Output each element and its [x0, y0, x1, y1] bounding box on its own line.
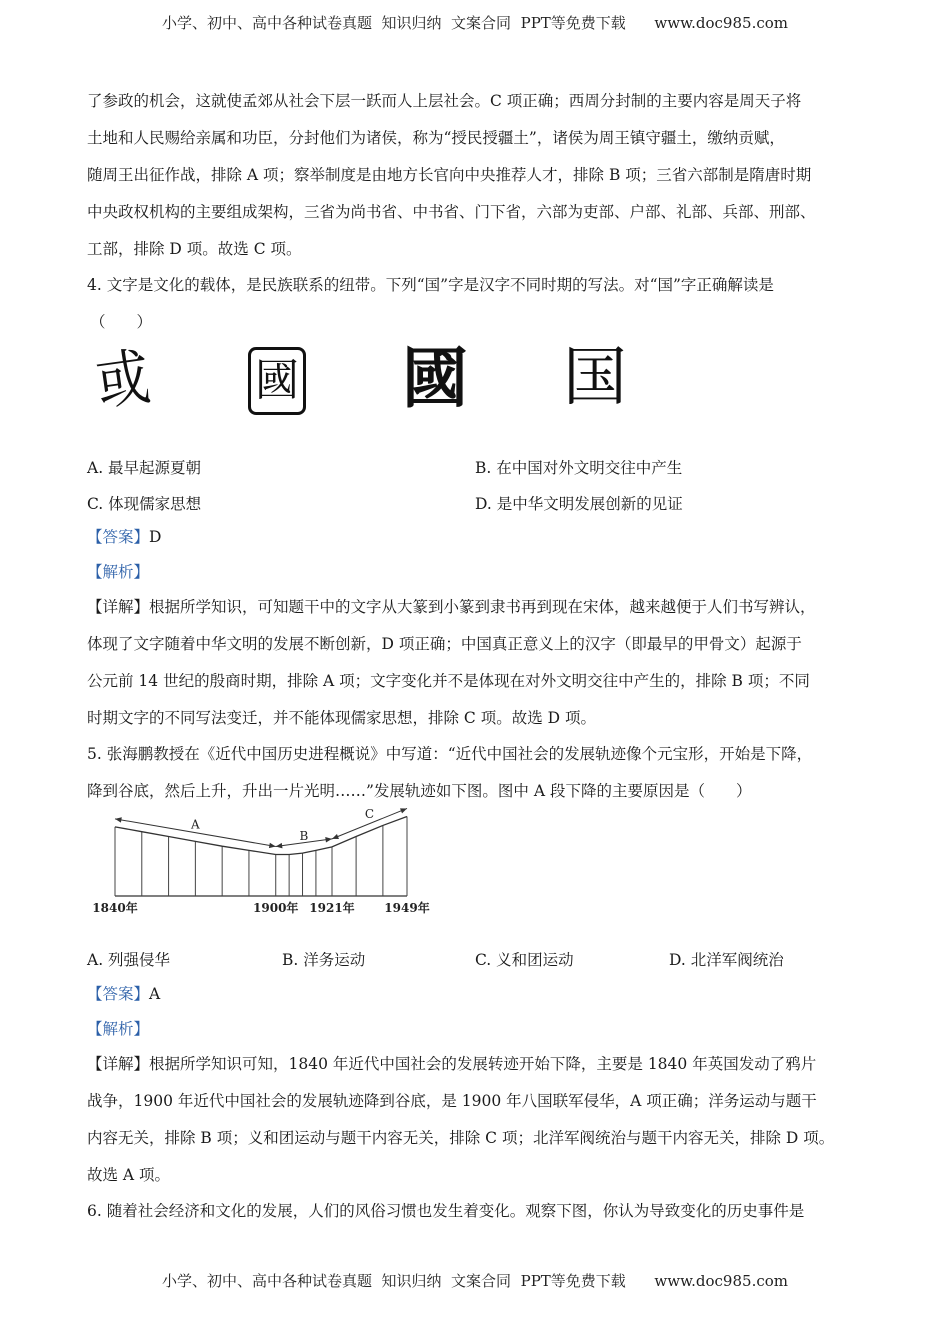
- q4-answer: D: [149, 528, 162, 546]
- chart-arrowhead: [269, 843, 276, 848]
- q4-stem: 4. 文字是文化的载体，是民族联系的纽带。下列“国”字是汉字不同时期的写法。对“国”字正确解读是: [87, 276, 774, 294]
- chart-arrowhead: [400, 808, 407, 813]
- q4-answer-tag: 【答案】: [87, 528, 150, 546]
- prev-line-2: 土地和人民赐给亲属和功臣，分封他们为诸侯，称为“授民授疆土”，诸侯为周王镇守疆土，缴纳贡赋，: [87, 129, 785, 147]
- q4-option-c: C. 体现儒家思想: [87, 495, 202, 513]
- q4-option-d: D. 是中华文明发展创新的见证: [475, 495, 683, 513]
- q4-detail-text-1: 根据所学知识，可知题干中的文字从大篆到小篆到隶书再到现在宋体，越来越便于人们书写辨认，: [149, 598, 816, 616]
- chart-tick-label: 1921年: [309, 901, 355, 915]
- q4-detail-line-1: [87, 597, 816, 617]
- q4-option-a: A. 最早起源夏朝: [87, 459, 202, 477]
- q5-answer-tag: 【答案】: [87, 985, 150, 1003]
- q4-detail-tag: 【详解】: [87, 598, 150, 616]
- q4-analysis-tag: 【解析】: [87, 563, 150, 581]
- chart-segment-label: A: [191, 817, 200, 832]
- chart-tick-label: 1949年: [384, 901, 430, 915]
- q5-answer-line: [87, 984, 160, 1004]
- page-footer: 小学、初中、高中各种试卷真题 知识归纳 文案合同 PPT等免费下载 www.doc985.com: [161, 1272, 788, 1290]
- q4-detail-line-4: 时期文字的不同写法变迁，并不能体现儒家思想，排除 C 项。故选 D 项。: [87, 709, 596, 727]
- q5-option-c: C. 义和团运动: [475, 951, 574, 969]
- chart-arrowhead: [332, 834, 339, 839]
- q5-option-d: D. 北洋军阀统治: [669, 951, 784, 969]
- q4-detail-line-3: 公元前 14 世纪的殷商时期，排除 A 项；文字变化并不是体现在对外文明交往中产生的，排除 B 项；不同: [87, 672, 810, 690]
- q5-option-a: A. 列强侵华: [87, 951, 171, 969]
- prev-line-4: 中央政权机构的主要组成架构，三省为尚书省、中书省、门下省，六部为吏部、户部、礼部、兵部、刑部、: [87, 203, 816, 221]
- q4-answer-line: [87, 527, 161, 547]
- q5-detail-line-4: 故选 A 项。: [87, 1166, 171, 1184]
- q5-detail-tag: 【详解】: [87, 1055, 150, 1073]
- q5-option-b: B. 洋务运动: [282, 951, 366, 969]
- prev-line-3: 随周王出征作战，排除 A 项；察举制度是由地方长官向中央推荐人才，排除 B 项；三省六部制是隋唐时期: [87, 166, 812, 184]
- chart-tick-label: 1900年: [253, 901, 299, 915]
- q5-stem-line-2: 降到谷底，然后上升，升出一片光明……”发展轨迹如下图。图中 A 段下降的主要原因是（ ）: [87, 782, 752, 800]
- prev-line-5: 工部，排除 D 项。故选 C 项。: [87, 240, 302, 258]
- q5-detail-line-3: 内容无关，排除 B 项；义和团运动与题干内容无关，排除 C 项；北洋军阀统治与题干内容无关，排除 D 项。: [87, 1129, 835, 1147]
- chart-trend-line: [115, 816, 407, 854]
- q5-detail-line-1: [87, 1054, 816, 1074]
- q4-option-b: B. 在中国对外文明交往中产生: [475, 459, 683, 477]
- page-header: 小学、初中、高中各种试卷真题 知识归纳 文案合同 PPT等免费下载 www.doc985.com: [161, 14, 788, 32]
- glyph-clerical-script: 國: [402, 339, 468, 417]
- q5-stem-line-1: 5. 张海鹏教授在《近代中国历史进程概说》中写道：“近代中国社会的发展轨迹像个元宝形，开始是下降，: [87, 745, 813, 763]
- q5-answer: A: [149, 985, 161, 1003]
- glyph-bronze-script: 或: [91, 339, 155, 420]
- q5-detail-line-2: 战争，1900 年近代中国社会的发展轨迹降到谷底，是 1900 年八国联军侵华，A 项正确；洋务运动与题干: [87, 1092, 817, 1110]
- q5-detail-text-1: 根据所学知识可知，1840 年近代中国社会的发展转迹开始下降，主要是 1840 年英国发动了鸦片: [149, 1055, 817, 1073]
- trend-chart: [85, 808, 445, 923]
- q4-paren: （ ）: [90, 313, 153, 331]
- chart-arrowhead: [115, 817, 122, 822]
- q5-analysis-tag: 【解析】: [87, 1020, 150, 1038]
- chart-segment-label: C: [364, 808, 375, 821]
- prev-line-1: 了参政的机会，这就使孟郊从社会下层一跃而人上层社会。C 项正确；西周分封制的主要内容是周天子将: [87, 92, 802, 110]
- chart-segment-label: B: [299, 828, 309, 843]
- glyph-seal-script: 國: [248, 347, 306, 415]
- chart-tick-label: 1840年: [92, 901, 138, 915]
- chart-arrowhead: [276, 843, 283, 848]
- chart-arrowhead: [325, 837, 332, 842]
- glyph-song-script: 国: [563, 341, 627, 415]
- q6-stem: 6. 随着社会经济和文化的发展，人们的风俗习惯也发生着变化。观察下图，你认为导致变化的历史事件是: [87, 1202, 805, 1220]
- q4-detail-line-2: 体现了文字随着中华文明的发展不断创新，D 项正确；中国真正意义上的汉字（即最早的甲骨文）起源于: [87, 635, 802, 653]
